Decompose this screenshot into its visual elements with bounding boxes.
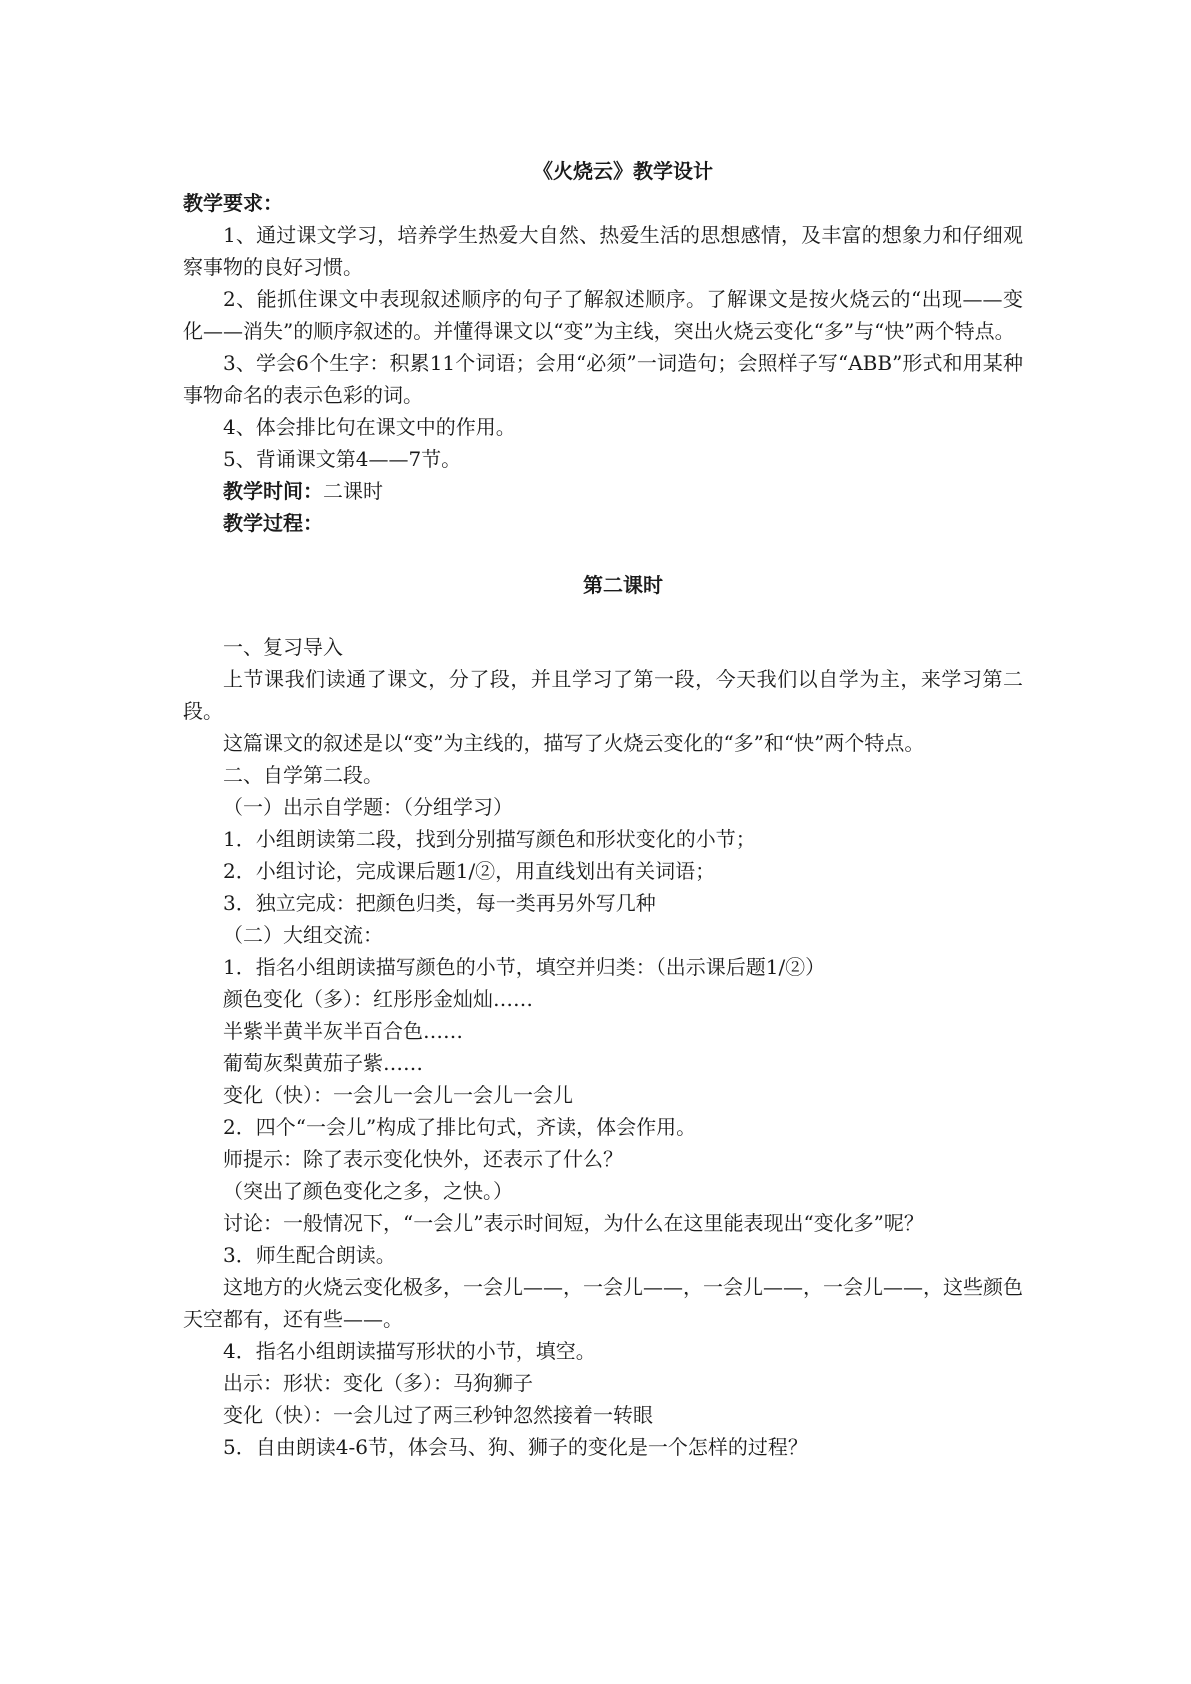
body-paragraph: 2．小组讨论，完成课后题1/②，用直线划出有关词语；: [223, 859, 716, 883]
teaching-time-label: 教学时间：: [223, 479, 323, 503]
body-paragraph: 4．指名小组朗读描写形状的小节，填空。: [223, 1339, 596, 1363]
requirement-item: 5、背诵课文第4——7节。: [223, 447, 462, 471]
document-title: 《火烧云》教学设计: [533, 159, 713, 183]
requirement-item: 3、学会6个生字：积累11个词语；会用“必须”一词造句；会照样子写“ABB”形式和用某种事物命名的表示色彩的词。: [183, 351, 1023, 407]
body-paragraph: 葡萄灰梨黄茄子紫……: [223, 1051, 423, 1075]
body-paragraph: （二）大组交流：: [223, 923, 383, 947]
body-paragraph: 师提示：除了表示变化快外，还表示了什么？: [223, 1147, 623, 1171]
body-paragraph: 颜色变化（多）：红彤彤金灿灿……: [223, 987, 533, 1011]
body-paragraph: 1．指名小组朗读描写颜色的小节，填空并归类：（出示课后题1/②）: [223, 955, 826, 979]
body-paragraph: 二、自学第二段。: [223, 763, 383, 787]
section-title: 第二课时: [583, 573, 663, 597]
spacer: [183, 539, 1023, 569]
requirement-item: 1、通过课文学习，培养学生热爱大自然、热爱生活的思想感情，及丰富的想象力和仔细观察事物的良好习惯。: [183, 223, 1023, 279]
body-paragraph: 讨论：一般情况下，“一会儿”表示时间短，为什么在这里能表现出“变化多”呢？: [223, 1211, 924, 1235]
teaching-time-value: 二课时: [323, 479, 383, 503]
body-paragraph: （突出了颜色变化之多，之快。）: [223, 1179, 513, 1203]
requirement-item: 2、能抓住课文中表现叙述顺序的句子了解叙述顺序。了解课文是按火烧云的“出现——变化——消失”的顺序叙述的。并懂得课文以“变”为主线，突出火烧云变化“多”与“快”两个特点。: [183, 287, 1023, 343]
body-paragraph: 出示：形状：变化（多）：马狗狮子: [223, 1371, 533, 1395]
body-paragraph: 变化（快）：一会儿过了两三秒钟忽然接着一转眼: [223, 1403, 653, 1427]
body-paragraph: 半紫半黄半灰半百合色……: [223, 1019, 463, 1043]
body-paragraph: （一）出示自学题：（分组学习）: [223, 795, 513, 819]
document-content: [183, 155, 1023, 1463]
body-paragraph: 5．自由朗读4-6节，体会马、狗、狮子的变化是一个怎样的过程？: [223, 1435, 808, 1459]
body-paragraph: 2．四个“一会儿”构成了排比句式，齐读，体会作用。: [223, 1115, 697, 1139]
body-paragraph: 3．师生配合朗读。: [223, 1243, 396, 1267]
body-paragraph: 1．小组朗读第二段，找到分别描写颜色和形状变化的小节；: [223, 827, 756, 851]
body-paragraph: 这篇课文的叙述是以“变”为主线的，描写了火烧云变化的“多”和“快”两个特点。: [223, 731, 925, 755]
body-paragraph: 变化（快）：一会儿一会儿一会儿一会儿: [223, 1083, 573, 1107]
body-paragraph: 上节课我们读通了课文，分了段，并且学习了第一段，今天我们以自学为主，来学习第二段。: [183, 667, 1023, 723]
requirements-heading: 教学要求：: [183, 191, 283, 215]
teaching-process-label: 教学过程：: [223, 511, 323, 535]
teaching-process: [183, 507, 1023, 539]
body-paragraph: 3．独立完成：把颜色归类，每一类再另外写几种: [223, 891, 656, 915]
body-paragraph: 这地方的火烧云变化极多，一会儿——，一会儿——，一会儿——，一会儿——，这些颜色天空都有，还有些——。: [183, 1275, 1023, 1331]
body-paragraph: 一、复习导入: [223, 635, 343, 659]
spacer: [183, 601, 1023, 631]
requirement-item: 4、体会排比句在课文中的作用。: [223, 415, 516, 439]
teaching-time: [183, 475, 1023, 507]
